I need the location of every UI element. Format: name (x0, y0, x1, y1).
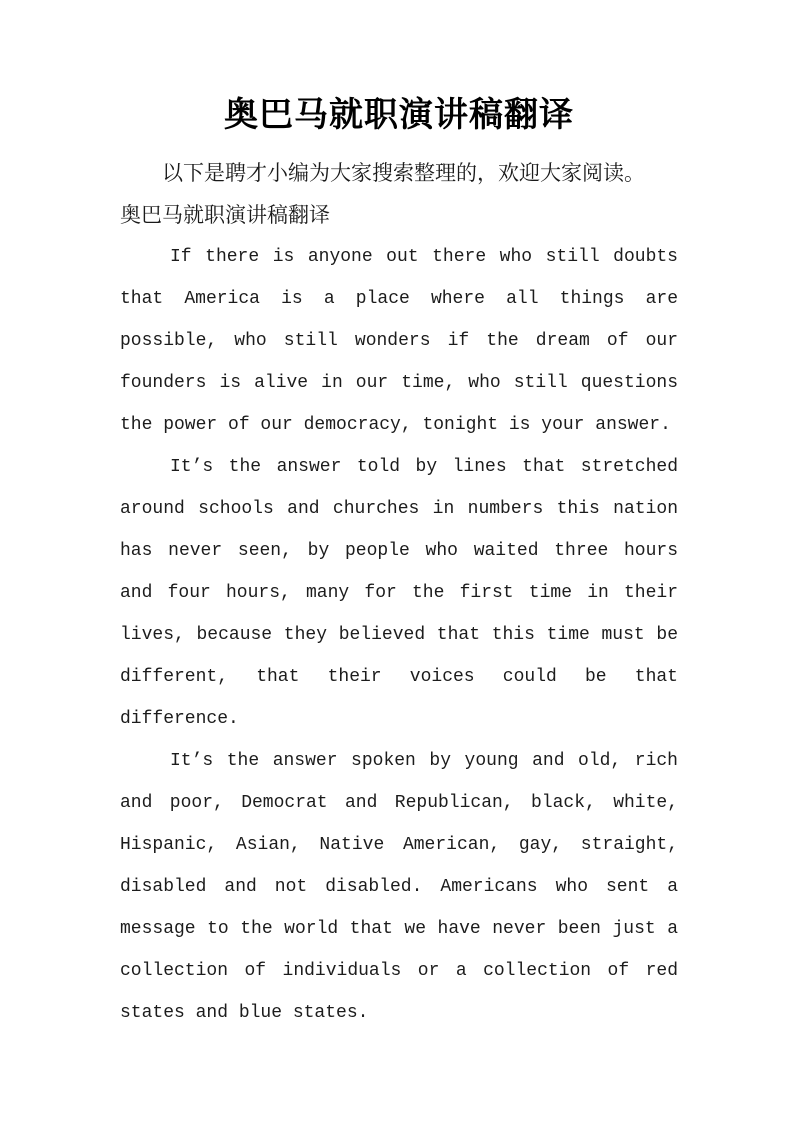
text-line: It’s the answer told by lines that stretched (170, 457, 678, 477)
text-line: founders is alive in our time, who still questions (120, 373, 678, 393)
text-line: disabled and not disabled. Americans who sent a (120, 877, 678, 897)
intro-line: 以下是聘才小编为大家搜索整理的，欢迎大家阅读。 (162, 161, 645, 185)
text-line: difference. (120, 709, 239, 729)
text-line: message to the world that we have never been just a (120, 919, 678, 939)
text-line: around schools and churches in numbers this nation (120, 499, 678, 519)
document-title: 奥巴马就职演讲稿翻译 (224, 97, 574, 134)
text-line: Hispanic, Asian, Native American, gay, straight, (120, 835, 678, 855)
body-paragraphs (120, 236, 678, 1034)
text-line: states and blue states. (120, 1003, 369, 1023)
paragraph (120, 446, 678, 740)
text-line: the power of our democracy, tonight is your answer. (120, 415, 671, 435)
text-line: different, that their voices could be that (120, 667, 678, 687)
text-line: has never seen, by people who waited three hours (120, 541, 678, 561)
paragraph (120, 236, 678, 446)
text-line: possible, who still wonders if the dream of our (120, 331, 678, 351)
text-line: lives, because they believed that this time must be (120, 625, 678, 645)
text-line: If there is anyone out there who still doubts (170, 247, 678, 267)
text-line: that America is a place where all things are (120, 289, 678, 309)
text-line: and four hours, many for the first time in their (120, 583, 678, 603)
paragraph (120, 740, 678, 1034)
text-line: It’s the answer spoken by young and old, rich (170, 751, 678, 771)
text-line: collection of individuals or a collection of red (120, 961, 678, 981)
text-line: and poor, Democrat and Republican, black, white, (120, 793, 678, 813)
document-subtitle: 奥巴马就职演讲稿翻译 (120, 203, 330, 227)
